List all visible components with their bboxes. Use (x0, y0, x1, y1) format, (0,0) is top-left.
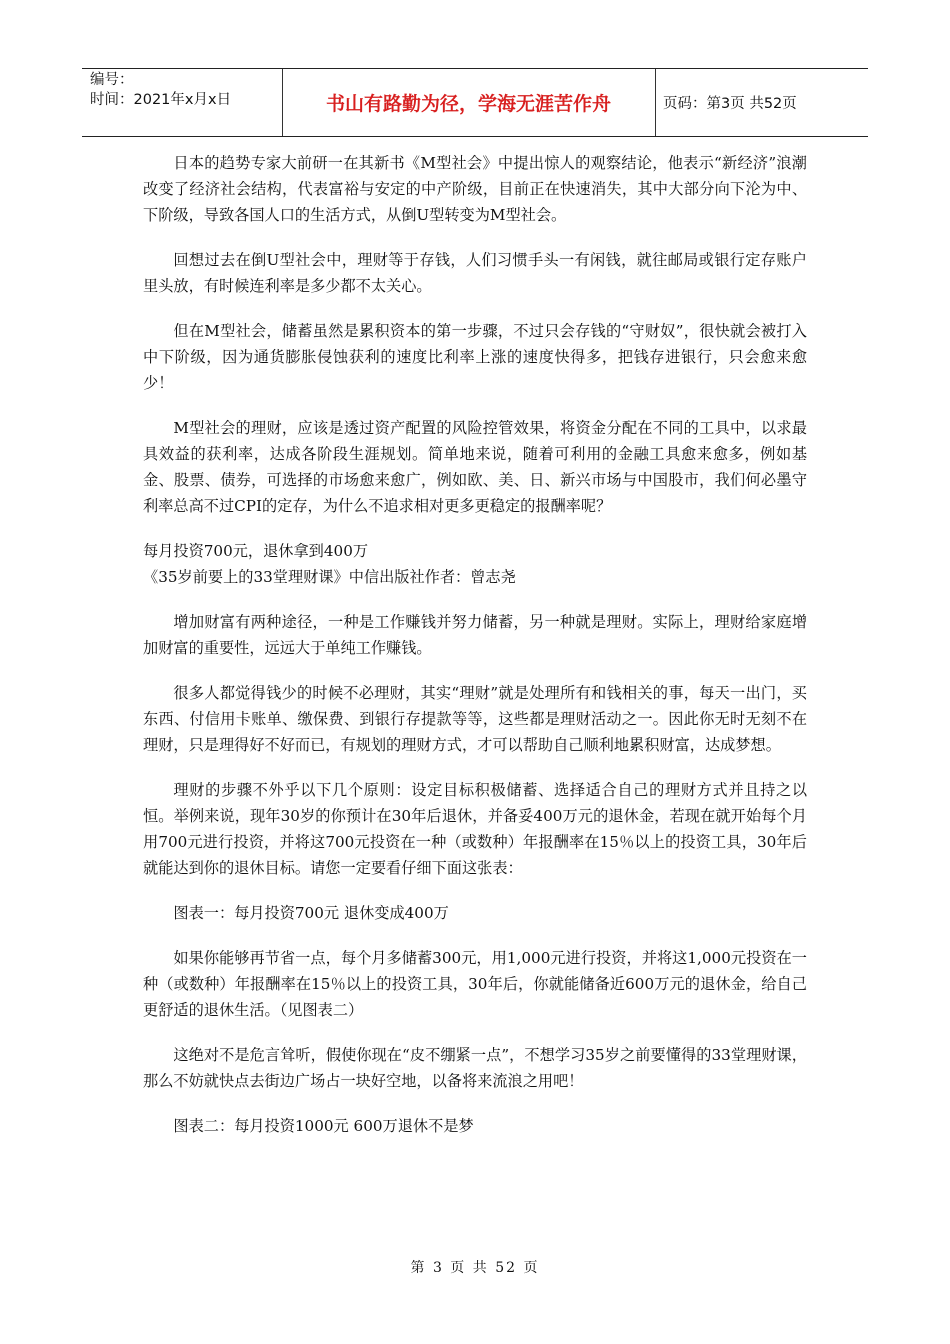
figure-caption: 图表二：每月投资1000元 600万退休不是梦 (173, 1117, 474, 1135)
body-paragraph: 但在M型社会，储蓄虽然是累积资本的第一步骤，不过只会存钱的“守财奴”，很快就会被打入中下阶级，因为通货膨胀侵蚀获利的速度比利率上涨的速度快得多，把钱存进银行，只会愈来愈少！ (143, 322, 807, 392)
figure-caption: 图表一：每月投资700元 退休变成400万 (173, 904, 449, 922)
source-line: 《35岁前要上的33堂理财课》中信出版社作者：曾志尧 (143, 568, 516, 586)
body-paragraph: M型社会的理财，应该是透过资产配置的风险控管效果，将资金分配在不同的工具中，以求最具效益的获利率，达成各阶段生涯规划。简单地来说，随着可利用的金融工具愈来愈多，例如基金、股票、债券，可选择的市场愈来愈广，例如欧、美、日、新兴市场与中国股市，我们何必墨守利率总高不过CPI的定存，为什么不追求相对更多更稳定的报酬率呢？ (143, 419, 807, 515)
header-meta (82, 69, 283, 136)
document-body (143, 150, 807, 1158)
header-page-info-cell (655, 69, 868, 136)
page-header (82, 68, 868, 137)
body-paragraph: 这绝对不是危言耸听，假使你现在“皮不绷紧一点”，不想学习35岁之前要懂得的33堂理财课，那么不妨就快点去街边广场占一块好空地，以备将来流浪之用吧！ (143, 1046, 807, 1090)
section-title: 每月投资700元，退休拿到400万 (143, 542, 369, 560)
document-number-label: 编号： (90, 72, 134, 88)
document-date: 时间：2021年x月x日 (90, 92, 232, 108)
body-paragraph: 日本的趋势专家大前研一在其新书《M型社会》中提出惊人的观察结论，他表示“新经济”浪潮改变了经济社会结构，代表富裕与安定的中产阶级，目前正在快速消失，其中大部分向下沦为中、下阶级，导致各国人口的生活方式，从倒U型转变为M型社会。 (143, 154, 807, 224)
header-page-info: 页码：第3页 共52页 (663, 96, 797, 112)
body-paragraph: 如果你能够再节省一点，每个月多储蓄300元，用1,000元进行投资，并将这1,000元投资在一种（或数种）年报酬率在15％以上的投资工具，30年后，你就能储备近600万元的退休金，给自己更舒适的退休生活。（见图表二） (143, 949, 807, 1019)
body-paragraph: 回想过去在倒U型社会中，理财等于存钱，人们习惯手头一有闲钱，就往邮局或银行定存账户里头放，有时候连利率是多少都不太关心。 (143, 251, 807, 295)
body-paragraph: 增加财富有两种途径，一种是工作赚钱并努力储蓄，另一种就是理财。实际上，理财给家庭增加财富的重要性，远远大于单纯工作赚钱。 (143, 613, 807, 657)
page-footer: 第 3 页 共 52 页 (410, 1260, 540, 1276)
body-paragraph: 理财的步骤不外乎以下几个原则：设定目标积极储蓄、选择适合自己的理财方式并且持之以恒。举例来说，现年30岁的你预计在30年后退休，并备妥400万元的退休金，若现在就开始每个月用700元进行投资，并将这700元投资在一种（或数种）年报酬率在15％以上的投资工具，30年后就能达到你的退休目标。请您一定要看仔细下面这张表： (143, 781, 807, 877)
body-paragraph: 很多人都觉得钱少的时候不必理财，其实“理财”就是处理所有和钱相关的事，每天一出门，买东西、付信用卡账单、缴保费、到银行存提款等等，这些都是理财活动之一。因此你无时无刻不在理财，只是理得好不好而已，有规划的理财方式，才可以帮助自己顺利地累积财富，达成梦想。 (143, 684, 807, 754)
header-motto: 书山有路勤为径，学海无涯苦作舟 (282, 69, 656, 136)
